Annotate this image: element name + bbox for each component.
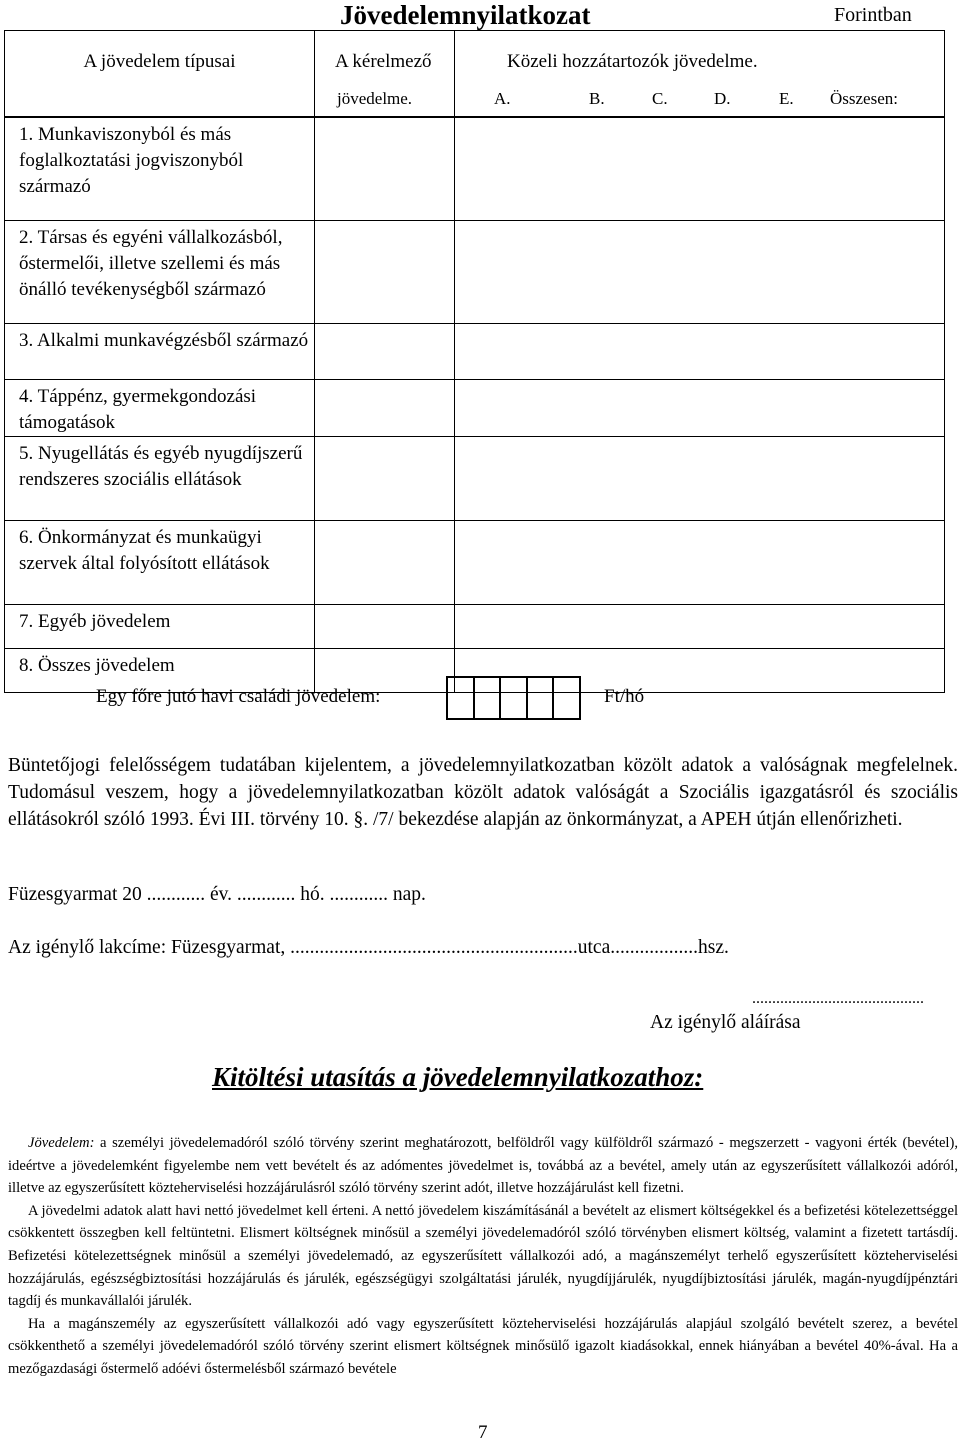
digit-box[interactable] xyxy=(475,678,502,718)
total-col-header: Összesen: xyxy=(830,89,898,108)
applicant-cell-2[interactable] xyxy=(315,221,455,324)
row-label-6: 6. Önkormányzat és munkaügyi szervek által folyósított ellátások xyxy=(5,521,315,605)
applicant-subheader: jövedelme. xyxy=(337,89,413,108)
applicant-cell-6[interactable] xyxy=(315,521,455,605)
per-capita-unit: Ft/hó xyxy=(604,686,645,707)
relatives-cell-7[interactable] xyxy=(455,605,945,649)
relative-col-e: E. xyxy=(779,89,794,108)
col-header-relatives: Közeli hozzátartozók jövedelme. xyxy=(455,31,945,117)
per-capita-digit-boxes[interactable] xyxy=(446,676,581,720)
row-label-4: 4. Táppénz, gyermekgondozási támogatások xyxy=(5,380,315,437)
instructions-p2: A jövedelmi adatok alatt havi nettó jövedelmet kell érteni. A nettó jövedelem kiszámításánál a bevételt az elismert költségekkel és a befizetési kötelezettséggel csökkentett összegben kell feltüntetni. Elismert költségnek minősül a személyi jövedelemadóról szóló törvényben elismert költség, valamint a fizetett tartásdíj. Befizetési kötelezettségnek minősül a személyi jövedelemadó, az egyszerűsített vállalkozói adó, a magánszemélyt terhelő egyszerűsített közteherviselési hozzájárulás, egészségbiztosítási hozzájárulás és járulék, egészségügyi szolgáltatási járulék, nyugdíjjárulék, nyugdíjbiztosítási járulék, magán-nyugdíjpénztári tagdíj és munkavállalói járulék. xyxy=(8,1202,958,1310)
instructions-p1: a személyi jövedelemadóról szóló törvény szerint meghatározott, belföldről vagy külföldről származó - megszerzett - vagyoni érték (bevétel), ideértve a jövedelemként figyelembe nem vett bevételt és az adómentes jövedelmet is, továbbá az a bevétel, amely után az egyszerűsített vállalkozói adóról, illetve az egyszerűsített közteherviselési hozzájárulásról szóló törvény szerint adót, illetve hozzájárulást kell fizetni. xyxy=(8,1135,958,1197)
row-label-7: 7. Egyéb jövedelem xyxy=(5,605,315,649)
income-table xyxy=(4,30,945,693)
date-line: Füzesgyarmat 20 ............ év. ............ hó. ............ nap. xyxy=(8,884,426,905)
row-label-5: 5. Nyugellátás és egyéb nyugdíjszerű rendszeres szociális ellátások xyxy=(5,437,315,521)
page-title: Jövedelemnyilatkozat xyxy=(340,0,591,30)
relatives-cell-6[interactable] xyxy=(455,521,945,605)
signature-line: ........................................... xyxy=(752,990,924,1007)
per-capita-row xyxy=(96,676,696,720)
signature-label: Az igénylő aláírása xyxy=(650,1012,801,1033)
digit-box[interactable] xyxy=(501,678,528,718)
per-capita-label: Egy főre jutó havi családi jövedelem: xyxy=(96,686,381,707)
relative-col-a: A. xyxy=(494,89,511,108)
applicant-cell-4[interactable] xyxy=(315,380,455,437)
row-label-3: 3. Alkalmi munkavégzésből származó xyxy=(5,324,315,380)
row-label-8: 8. Összes jövedelem xyxy=(5,649,315,693)
relatives-cell-1[interactable] xyxy=(455,118,945,221)
digit-box[interactable] xyxy=(528,678,555,718)
relatives-cell-3[interactable] xyxy=(455,324,945,380)
relatives-cell-2[interactable] xyxy=(455,221,945,324)
instructions-p3: Ha a magánszemély az egyszerűsített vállalkozói adó vagy egyszerűsített közteherviselési hozzájárulás alapjául szolgáló bevételt szerez, a bevétel csökkenthető a személyi jövedelemadóról szóló törvény szerint elismert költségnek minősülő igazolt kiadásokkal, ennek hiányában a bevétel 40%-ával. Ha a mezőgazdasági őstermelő adóévi őstermelésből származó bevétele xyxy=(8,1315,958,1377)
digit-box[interactable] xyxy=(554,678,581,718)
applicant-cell-3[interactable] xyxy=(315,324,455,380)
relative-col-c: C. xyxy=(652,89,668,108)
declaration-text: Büntetőjogi felelősségem tudatában kijelentem, a jövedelemnyilatkozatban közölt adatok a valóságnak megfelelnek. Tudomásul veszem, hogy a jövedelemnyilatkozatban közölt adatok valóságát a Szociális igazgatásról és szociális ellátásokról szóló 1993. Évi III. törvény 10. §. /7/ bekezdése alapján az önkormányzat, a APEH útján ellenőrizheti. xyxy=(8,755,958,830)
relative-col-b: B. xyxy=(589,89,605,108)
instructions-body xyxy=(8,1132,958,1381)
row-label-1: 1. Munkaviszonyból és más foglalkoztatási jogviszonyból származó xyxy=(5,118,315,221)
address-line: Az igénylő lakcíme: Füzesgyarmat, ...........................................................utca..................hsz. xyxy=(8,937,729,958)
col-header-applicant: A kérelmező xyxy=(315,31,455,117)
relatives-cell-4[interactable] xyxy=(455,380,945,437)
instructions-title: Kitöltési utasítás a jövedelemnyilatkozathoz: xyxy=(212,1062,704,1092)
col-header-type: A jövedelem típusai xyxy=(5,31,315,117)
applicant-cell-7[interactable] xyxy=(315,605,455,649)
currency-label: Forintban xyxy=(834,4,912,26)
digit-box[interactable] xyxy=(448,678,475,718)
relative-col-d: D. xyxy=(714,89,731,108)
row-label-2: 2. Társas és egyéni vállalkozásból, őstermelői, illetve szellemi és más önálló tevékenységből származó xyxy=(5,221,315,324)
income-term: Jövedelem: xyxy=(28,1135,95,1151)
page-number: 7 xyxy=(478,1422,488,1443)
applicant-cell-5[interactable] xyxy=(315,437,455,521)
applicant-cell-1[interactable] xyxy=(315,118,455,221)
relatives-cell-5[interactable] xyxy=(455,437,945,521)
